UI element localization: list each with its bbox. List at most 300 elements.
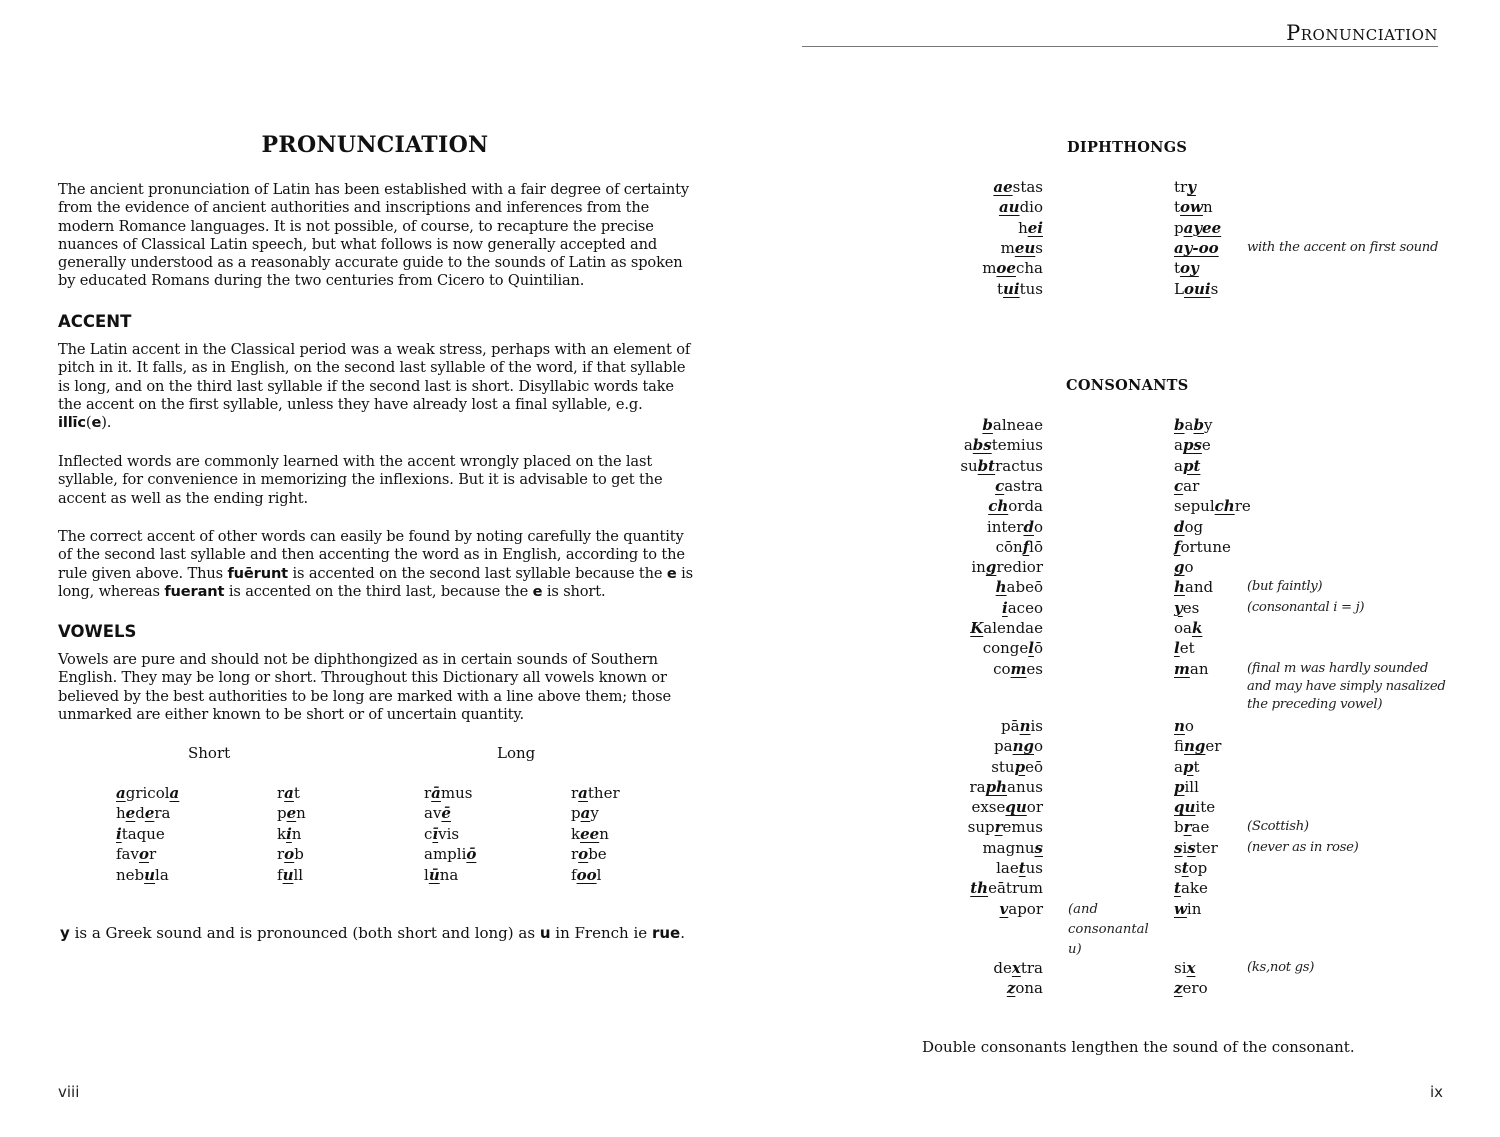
word-part: l	[424, 865, 429, 884]
english-equivalent	[1174, 517, 1203, 537]
latin-example	[1001, 238, 1043, 258]
word-part: ll	[293, 865, 304, 884]
accent-p3-d: is accented on the third last, because the	[228, 582, 529, 600]
word-part: L	[1174, 279, 1184, 298]
marked-sound: f	[1022, 537, 1030, 556]
latin-example	[999, 197, 1043, 217]
word-part: oa	[1174, 619, 1192, 637]
latin-example	[1000, 899, 1043, 919]
word-part: o	[1184, 716, 1194, 735]
english-equivalent	[1174, 817, 1209, 837]
word-part: ther	[587, 784, 620, 802]
word-part: r	[277, 784, 285, 802]
vowels-heading: VOWELS	[58, 622, 137, 641]
marked-sound: x	[1011, 958, 1021, 977]
word-part: pa	[994, 737, 1013, 756]
word-part: na	[439, 865, 459, 884]
pronunciation-note: (final m was hardly sounded and may have simply nasalized the preceding vowel)	[1247, 660, 1446, 712]
english-equivalent	[1174, 258, 1199, 278]
short-column-label: Short	[188, 744, 231, 762]
word-part: l	[596, 865, 602, 884]
accent-letter-e-2: e	[532, 582, 543, 600]
marked-sound: K	[970, 619, 984, 637]
word-part: ae	[1191, 818, 1210, 837]
english-equivalent	[1174, 197, 1213, 217]
marked-sound: l	[1174, 639, 1180, 658]
word-part: exse	[971, 798, 1006, 817]
word-part: mus	[440, 784, 473, 802]
latin-example	[1001, 716, 1043, 736]
marked-sound: d	[1023, 517, 1034, 536]
word-part: o	[1033, 737, 1043, 756]
word-part: temius	[991, 436, 1043, 455]
marked-sound: bt	[977, 456, 996, 475]
word-part: neb	[116, 865, 145, 884]
y-letter: y	[60, 924, 70, 942]
y-note	[60, 924, 685, 942]
english-equivalent	[1174, 238, 1219, 258]
word-part: sup	[967, 818, 995, 837]
word-part: in	[971, 558, 986, 577]
latin-example	[996, 858, 1043, 878]
marked-sound: r	[1183, 818, 1192, 837]
latin-example	[988, 496, 1043, 516]
marked-sound: eu	[1014, 238, 1036, 257]
latin-example	[996, 577, 1043, 597]
english-equivalent	[1174, 958, 1195, 978]
english-equivalent	[1174, 777, 1199, 797]
marked-sound: bs	[972, 436, 992, 455]
word-part: s	[1174, 859, 1182, 877]
word-part: tra	[1020, 958, 1043, 977]
long-vowel-english-list	[571, 783, 620, 885]
word-part: us	[1025, 859, 1043, 877]
marked-sound: p	[1174, 777, 1185, 796]
word-part: m	[1000, 238, 1015, 257]
word-part: t	[293, 784, 300, 802]
word-part: et	[1179, 639, 1195, 658]
word-part: k	[571, 824, 581, 843]
word-part: sepul	[1174, 497, 1215, 516]
english-equivalent	[1174, 537, 1231, 557]
vowel-example	[277, 803, 306, 823]
word-part: ill	[1184, 777, 1199, 796]
english-equivalent	[1174, 716, 1194, 736]
marked-sound: u	[144, 865, 156, 884]
word-part: ō	[1033, 639, 1043, 658]
word-part: e	[1201, 436, 1211, 455]
vowel-example	[277, 844, 306, 864]
english-equivalent	[1174, 797, 1215, 817]
marked-sound: o	[138, 845, 149, 864]
word-part: redior	[996, 558, 1043, 577]
marked-sound: qu	[1005, 798, 1027, 817]
marked-sound: e	[286, 804, 297, 823]
english-equivalent	[1174, 496, 1251, 516]
marked-sound: oe	[996, 259, 1016, 278]
english-equivalent	[1174, 618, 1202, 638]
latin-example	[982, 838, 1043, 858]
marked-sound: y	[1187, 178, 1196, 196]
marked-sound: z	[1174, 979, 1183, 998]
latin-example	[993, 659, 1043, 679]
marked-sound: pt	[1182, 456, 1201, 475]
vowel-example	[116, 803, 179, 823]
word-part: o	[1184, 558, 1194, 577]
english-equivalent	[1174, 435, 1211, 455]
right-page	[750, 0, 1500, 1137]
intro-paragraph: The ancient pronunciation of Latin has been established with a fair degree of certainty from the evidence of ancient authorities and inscriptions and inferences from the modern Romance languages. It is not possible, of course, to recapture the precise nuances of Classical Latin speech, but what follows is now generally accepted and generally understood as a reasonably accurate guide to the sounds of Latin as spoken by educated Romans during the two centuries from Cicero to Quintilian.	[58, 181, 689, 290]
english-equivalent	[1174, 415, 1212, 435]
marked-sound: h	[1174, 578, 1185, 597]
word-part: inter	[986, 517, 1024, 536]
page-number-left: viii	[58, 1083, 80, 1101]
word-part: a	[963, 436, 973, 455]
marked-sound: ē	[441, 804, 451, 823]
marked-sound: b	[1193, 416, 1204, 434]
word-part: is	[1030, 716, 1043, 735]
marked-sound: ayee	[1183, 218, 1222, 237]
english-equivalent	[1174, 736, 1221, 756]
marked-sound: oui	[1183, 279, 1211, 298]
marked-sound: z	[1006, 979, 1016, 998]
latin-example	[964, 435, 1043, 455]
word-part: vis	[438, 824, 460, 843]
english-equivalent	[1174, 598, 1199, 618]
word-part: t	[1174, 259, 1181, 278]
word-part: f	[277, 865, 283, 884]
word-part: es	[1026, 659, 1043, 678]
marked-sound: c	[995, 476, 1005, 495]
vowel-example	[571, 783, 620, 803]
word-part: magnu	[982, 838, 1035, 857]
word-part: gricol	[125, 784, 170, 802]
pronunciation-note: (consonantal i = j)	[1247, 599, 1365, 615]
word-part: n	[291, 824, 302, 843]
vowel-example	[277, 865, 306, 885]
marked-sound: ow	[1180, 198, 1203, 217]
accent-word-fuerunt: fuērunt	[227, 564, 289, 582]
latin-example	[1018, 218, 1043, 238]
latin-example	[1002, 598, 1043, 618]
word-part: re	[1234, 497, 1251, 516]
word-part: a	[1184, 416, 1194, 434]
marked-sound: a	[284, 784, 294, 802]
vowel-example	[116, 783, 179, 803]
vowel-example	[571, 844, 620, 864]
word-part: astra	[1004, 476, 1043, 495]
marked-sound: ng	[1012, 737, 1034, 756]
latin-example	[971, 797, 1043, 817]
vowel-example	[277, 824, 306, 844]
y-note-text-a: is a Greek sound and is pronounced (both short and long) as	[74, 924, 536, 942]
word-part: d	[135, 804, 145, 823]
marked-sound: qu	[1174, 798, 1196, 817]
word-part: co	[993, 659, 1011, 678]
latin-example	[970, 777, 1044, 797]
english-equivalent	[1174, 177, 1196, 197]
latin-example	[995, 476, 1043, 496]
english-equivalent	[1174, 899, 1201, 919]
accent-example-close: ).	[101, 414, 112, 432]
pronunciation-note: (and consonantal u)	[1068, 901, 1149, 957]
marked-sound: i	[116, 824, 122, 843]
vowel-example	[424, 844, 476, 864]
marked-sound: r	[994, 818, 1003, 837]
vowel-example	[116, 865, 179, 885]
accent-paragraph-3	[58, 528, 698, 601]
marked-sound: ch	[1214, 497, 1235, 516]
english-equivalent	[1174, 878, 1208, 898]
word-part: pā	[1001, 716, 1020, 735]
vowel-example	[424, 824, 476, 844]
word-part: or	[1026, 798, 1043, 817]
latin-example	[970, 618, 1043, 638]
word-part: ona	[1015, 979, 1043, 998]
marked-sound: p	[1014, 757, 1026, 776]
pronunciation-note: (Scottish)	[1247, 819, 1309, 835]
marked-sound: oy	[1180, 259, 1199, 278]
english-equivalent	[1174, 978, 1208, 998]
latin-example	[1007, 978, 1043, 998]
word-part: abeō	[1006, 578, 1043, 597]
marked-sound: i	[286, 824, 292, 843]
latin-example	[997, 279, 1043, 299]
marked-sound: a	[580, 804, 591, 823]
marked-sound: n	[1019, 716, 1031, 735]
marked-sound: t	[1018, 859, 1026, 877]
short-vowel-latin-list	[116, 783, 179, 885]
english-equivalent	[1174, 557, 1194, 577]
marked-sound: u	[282, 865, 294, 884]
latin-example	[971, 557, 1043, 577]
word-part: in	[1186, 899, 1202, 918]
footer-note: Double consonants lengthen the sound of the consonant.	[922, 1038, 1355, 1056]
marked-sound: s	[1174, 838, 1183, 857]
word-part: op	[1188, 859, 1208, 877]
marked-sound: m	[1010, 659, 1027, 678]
word-part: p	[277, 804, 287, 823]
word-part: an	[1189, 659, 1209, 678]
word-part: ar	[1183, 476, 1200, 495]
marked-sound: e	[125, 804, 136, 823]
word-part: ake	[1180, 879, 1208, 898]
word-part: y	[590, 804, 599, 823]
vowel-example	[571, 824, 620, 844]
word-part: and	[1184, 578, 1214, 597]
vowels-paragraph: Vowels are pure and should not be diphthongized as in certain sounds of Southern English. They may be long or short. Throughout this Dictionary all vowels known or believed by the best authorities to be long are marked with a line above them; those unmarked are either known to be short or of uncertain quantity.	[58, 651, 671, 723]
rue-word: rue	[651, 924, 681, 942]
page-title: PRONUNCIATION	[261, 132, 489, 158]
word-part: cha	[1015, 259, 1043, 278]
latin-example	[993, 958, 1043, 978]
word-part: lae	[996, 859, 1019, 877]
latin-example	[994, 736, 1043, 756]
vowel-example	[116, 844, 179, 864]
word-part: tus	[1019, 279, 1043, 298]
word-part: a	[1174, 456, 1183, 475]
word-part: k	[277, 824, 287, 843]
marked-sound: ō	[466, 845, 477, 864]
word-part: alneae	[992, 416, 1043, 434]
word-part: f	[571, 865, 577, 884]
latin-example	[993, 177, 1043, 197]
word-part: r	[571, 845, 579, 864]
consonants-heading: CONSONANTS	[1066, 377, 1189, 394]
marked-sound: th	[970, 879, 989, 898]
vowel-example	[424, 803, 476, 823]
accent-paragraph-2: Inflected words are commonly learned with the accent wrongly placed on the last syllable, for convenience in memorizing the inflexions. But it is advisable to get the accent as well as the ending right.	[58, 453, 663, 507]
marked-sound: p	[1182, 757, 1194, 776]
marked-sound: ā	[431, 784, 441, 802]
english-equivalent	[1174, 757, 1199, 777]
accent-example-word: illīc	[58, 414, 86, 432]
pronunciation-note: (but faintly)	[1247, 579, 1323, 595]
english-equivalent	[1174, 838, 1218, 858]
marked-sound: b	[1174, 416, 1185, 434]
marked-sound: e	[144, 804, 155, 823]
word-part: ra	[154, 804, 171, 823]
pronunciation-note: with the accent on first sound	[1247, 239, 1439, 255]
marked-sound: ui	[1003, 279, 1020, 298]
word-part: stu	[991, 757, 1015, 776]
latin-example	[970, 878, 1043, 898]
word-part: eō	[1025, 757, 1043, 776]
pronunciation-note: (never as in rose)	[1247, 839, 1359, 855]
marked-sound: o	[578, 845, 589, 864]
latin-example	[982, 415, 1043, 435]
latin-example	[982, 258, 1043, 278]
word-part: apor	[1008, 899, 1043, 918]
vowel-example	[571, 865, 620, 885]
marked-sound: g	[985, 558, 997, 577]
word-part: b	[1174, 818, 1184, 837]
word-part: ortune	[1180, 537, 1231, 556]
word-part: be	[588, 845, 607, 864]
word-part: av	[424, 804, 442, 823]
english-equivalent	[1174, 858, 1207, 878]
accent-p3-e: is short.	[546, 582, 606, 600]
word-part: de	[993, 958, 1012, 977]
accent-letter-e-1: e	[666, 564, 677, 582]
accent-example-letter: e	[91, 414, 102, 432]
accent-heading: ACCENT	[58, 312, 132, 331]
word-part: r	[424, 784, 432, 802]
word-part: la	[155, 865, 169, 884]
marked-sound: ay-oo	[1174, 238, 1219, 257]
marked-sound: s	[1034, 838, 1043, 857]
word-part: er	[1205, 737, 1222, 756]
marked-sound: ph	[985, 777, 1008, 796]
word-part: ractus	[995, 456, 1043, 475]
latin-example	[968, 817, 1043, 837]
accent-p3-b: is accented on the second last syllable because the	[292, 564, 663, 582]
marked-sound: au	[998, 198, 1020, 217]
marked-sound: v	[999, 899, 1009, 918]
word-part: s	[1035, 238, 1043, 257]
vowel-example	[277, 783, 306, 803]
marked-sound: k	[1191, 619, 1203, 637]
marked-sound: g	[1174, 558, 1185, 577]
word-part: eātrum	[988, 879, 1043, 898]
word-part: a	[1174, 436, 1183, 455]
marked-sound: h	[995, 578, 1007, 597]
word-part: fi	[1174, 737, 1185, 756]
word-part: m	[982, 259, 997, 278]
word-part: es	[1182, 598, 1200, 617]
marked-sound: t	[1174, 879, 1181, 898]
long-column-label: Long	[497, 744, 536, 762]
marked-sound: c	[1174, 476, 1184, 495]
word-part: p	[1174, 218, 1184, 237]
marked-sound: ps	[1182, 436, 1202, 455]
marked-sound: oo	[576, 865, 597, 884]
accent-word-fuerant: fuerant	[164, 582, 225, 600]
word-part: r	[571, 784, 579, 802]
marked-sound: a	[578, 784, 588, 802]
marked-sound: ng	[1184, 737, 1206, 756]
word-part: s	[1210, 279, 1219, 298]
word-part: su	[960, 456, 978, 475]
accent-p3-a: The correct accent of other words can easily be found by noting carefully the quantity of the second last syllable and then accenting the word as in English, according to the rule given above. Thus	[58, 528, 685, 582]
word-part: y	[1203, 416, 1213, 434]
word-part: c	[424, 824, 433, 843]
accent-paragraph-1	[58, 341, 698, 432]
english-equivalent	[1174, 218, 1221, 238]
marked-sound: d	[1174, 517, 1185, 536]
word-part: b	[294, 845, 304, 864]
marked-sound: b	[982, 416, 993, 434]
marked-sound: a	[116, 784, 126, 802]
latin-example	[983, 638, 1043, 658]
running-head: Pronunciation	[802, 20, 1438, 47]
english-equivalent	[1174, 476, 1199, 496]
latin-example	[991, 757, 1043, 777]
word-part: cōn	[995, 537, 1023, 556]
word-part: anus	[1007, 777, 1043, 796]
y-note-text-b: in French ie	[555, 924, 648, 942]
marked-sound: t	[1181, 859, 1189, 877]
word-part: conge	[982, 639, 1029, 658]
marked-sound: l	[1028, 639, 1034, 658]
long-vowel-latin-list	[424, 783, 476, 885]
latin-example	[987, 517, 1043, 537]
marked-sound: f	[1174, 537, 1181, 556]
marked-sound: ee	[580, 824, 600, 843]
word-part: o	[1033, 517, 1043, 536]
marked-sound: ae	[993, 178, 1013, 196]
marked-sound: x	[1186, 958, 1196, 977]
word-part: n	[296, 804, 306, 823]
accent-example-paren: (	[85, 414, 92, 432]
word-part: ero	[1182, 979, 1208, 998]
word-part: a	[1174, 757, 1183, 776]
word-part: tr	[1174, 178, 1188, 196]
pronunciation-note: (ks,not gs)	[1247, 959, 1315, 975]
vowel-example	[571, 803, 620, 823]
word-part: t	[1174, 198, 1181, 217]
marked-sound: w	[1174, 899, 1187, 918]
word-part: r	[277, 845, 285, 864]
vowel-example	[424, 783, 476, 803]
accent-p3-c: is long, whereas	[58, 564, 693, 600]
word-part: p	[571, 804, 581, 823]
marked-sound: a	[169, 784, 180, 802]
word-part: alendae	[983, 619, 1043, 637]
y-note-period: .	[680, 924, 685, 942]
word-part: t	[996, 279, 1003, 298]
marked-sound: o	[284, 845, 295, 864]
